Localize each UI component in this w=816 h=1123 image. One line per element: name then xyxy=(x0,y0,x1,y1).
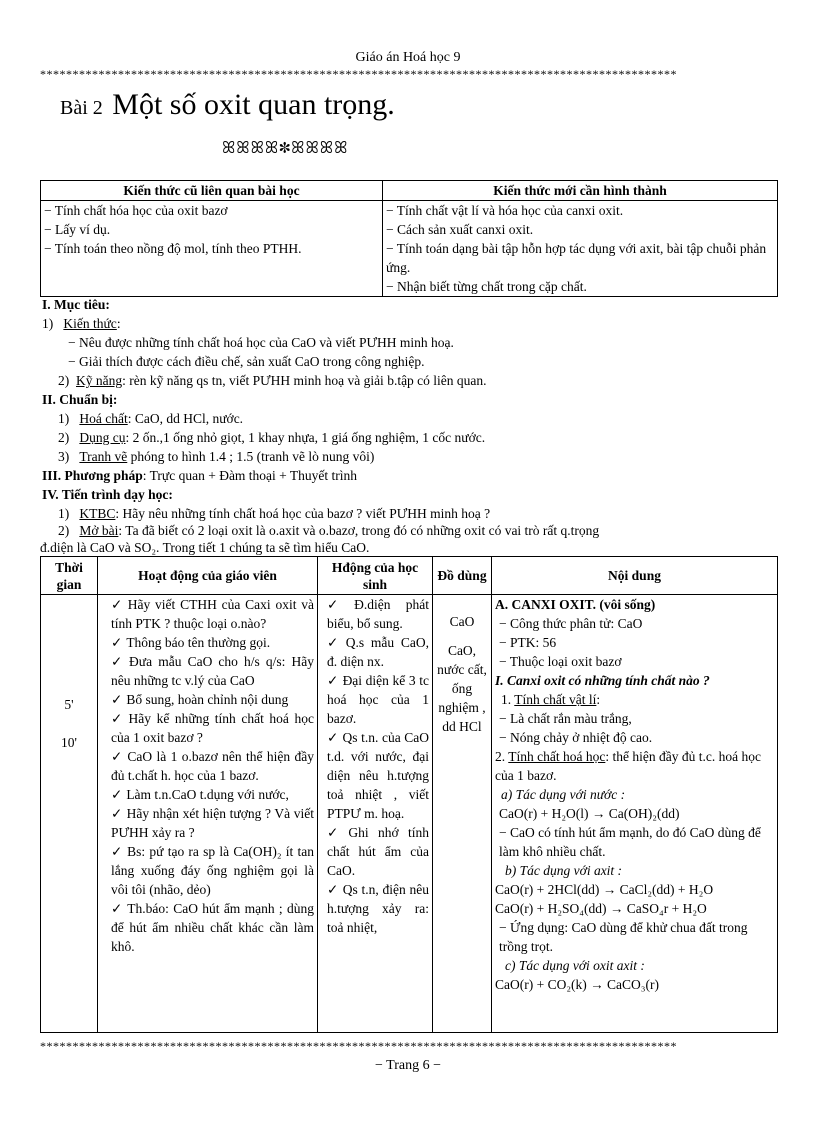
col-content: Nội dung xyxy=(492,557,778,595)
content-cell xyxy=(492,595,778,1033)
student-activity: Qs t.n, điện nêu h.tượng xảy ra: toả nhiệt, xyxy=(327,882,429,935)
old-item: − Tính chất hóa học của oxit bazơ xyxy=(44,203,228,218)
materials-cell xyxy=(433,595,492,1033)
new-item: − Tính chất vật lí và hóa học của canxi oxit. xyxy=(386,203,624,218)
time-value: 10' xyxy=(61,735,77,750)
check-icon: ✓ xyxy=(111,749,124,764)
header-divider: ************************************************************************************************** xyxy=(40,68,677,80)
prep-pictures: 3) Tranh vẽ phóng to hình 1.4 ; 1.5 (tranh vẽ lò nung vôi) xyxy=(58,449,375,464)
ornament-divider: ꕤꕤꕤꕤ✽ꕤꕤꕤꕤ xyxy=(222,140,349,157)
old-item: − Tính toán theo nồng độ mol, tính theo PTHH. xyxy=(44,241,302,256)
check-icon: ✓ xyxy=(111,901,124,916)
old-knowledge-cell xyxy=(41,201,383,297)
content-subtitle: b) Tác dụng với axit : xyxy=(505,863,623,878)
teacher-activity: Thông báo tên thường gọi. xyxy=(126,635,271,650)
check-icon: ✓ xyxy=(327,882,339,897)
check-icon: ✓ xyxy=(111,654,126,669)
objective-skills: 2) Kỹ năng: rèn kỹ năng qs tn, viết PƯHH minh hoạ và giải b.tập có liên quan. xyxy=(58,373,487,388)
student-activity: Q.s mẫu CaO, đ. diện nx. xyxy=(327,635,430,669)
prep-tools: 2) Dụng cụ: 2 ốn.,1 ống nhỏ giọt, 1 khay nhựa, 1 giá ống nghiệm, 1 cốc nước. xyxy=(58,430,486,445)
col-time: Thời gian xyxy=(41,557,98,595)
student-activity: Qs t.n. của CaO t.d. với nước, đại diện nêu h.tượng toả nhiệt , viết PTPƯ m. hoạ. xyxy=(327,730,430,821)
check-icon: ✓ xyxy=(327,597,351,612)
student-activity: Ghi nhớ tính chất hút ẩm của CaO. xyxy=(327,825,429,878)
check-icon: ✓ xyxy=(111,806,123,821)
col-teacher: Hoạt động của giáo viên xyxy=(98,557,318,595)
check-icon: ✓ xyxy=(327,730,339,745)
teacher-activity: Làm t.n.CaO t.dụng với nước, xyxy=(126,787,289,802)
content-line: − Thuộc loại oxit bazơ xyxy=(499,654,622,669)
section-method: III. Phương pháp: Trực quan + Đàm thoại + Thuyết trình xyxy=(42,468,358,483)
content-note: − Ứng dụng: CaO dùng để khử chua đất trong trồng trọt. xyxy=(499,920,748,954)
content-note: − CaO có tính hút ẩm mạnh, do đó CaO dùng để làm khô nhiều chất. xyxy=(499,825,761,859)
col-materials: Đồ dùng xyxy=(433,557,492,595)
objective-knowledge-a: − Nêu được những tính chất hoá học của CaO và viết PƯHH minh hoạ. xyxy=(68,335,454,350)
teacher-activity: Th.báo: CaO hút ẩm mạnh ; dùng để hút ẩm nhiều chất khác cần làm khô. xyxy=(111,901,315,954)
content-line: − Là chất rắn màu trắng, xyxy=(499,711,632,726)
lesson-title: Một số oxit quan trọng. xyxy=(112,88,395,121)
material-item: CaO xyxy=(449,614,475,629)
content-physical-title: 1. Tính chất vật lí: xyxy=(501,692,601,707)
teacher-activity: CaO là 1 o.bazơ nên thể hiện đầy đủ t.chất h. học của 1 bazơ. xyxy=(111,749,314,783)
teacher-activity: Hãy nhận xét hiện tượng ? Và viết PƯHH xảy ra ? xyxy=(111,806,314,840)
teacher-activity: Bs: pứ tạo ra sp là Ca(OH)₂ ít tan lắng xuống đáy ống nghiệm gọi là vôi tôi (nhão, dẻo) xyxy=(111,844,314,897)
check-icon: ✓ xyxy=(111,711,125,726)
section-preparation: II. Chuẩn bị: xyxy=(42,392,118,407)
content-chemical-title: 2. Tính chất hoá học: thể hiện đầy đủ t.c. hoá học của 1 bazơ. xyxy=(495,749,761,783)
new-item: − Nhận biết từng chất trong cặp chất. xyxy=(386,279,587,294)
objective-knowledge: 1) Kiến thức: xyxy=(42,316,121,331)
old-item: − Lấy ví dụ. xyxy=(44,222,111,237)
check-icon: ✓ xyxy=(111,635,123,650)
new-item: − Tính toán dạng bài tập hỗn hợp tác dụng với axit, bài tập chuỗi phản ứng. xyxy=(386,241,767,275)
check-icon: ✓ xyxy=(327,825,345,840)
equation: CaO(r) + H₂SO₄(dd) → CaSO₄r + H₂O xyxy=(495,901,707,916)
student-activity: Đ.diện phát biểu, bổ sung. xyxy=(327,597,429,631)
section-objectives: I. Mục tiêu: xyxy=(42,297,110,312)
teacher-activity: Hãy viết CTHH của Caxi oxit và tính PTK ? thuộc loại o.nào? xyxy=(111,597,315,631)
process-review: 1) KTBC: Hãy nêu những tính chất hoá học của bazơ ? viết PƯHH minh hoạ ? xyxy=(58,506,491,521)
section-process: IV. Tiến trình dạy học: xyxy=(42,487,173,502)
page-number: − Trang 6 − xyxy=(375,1058,441,1073)
col-student: Hđộng của học sinh xyxy=(318,557,433,595)
check-icon: ✓ xyxy=(111,692,123,707)
teacher-activity: Hãy kể những tính chất hoá học của 1 oxit bazơ ? xyxy=(111,711,314,745)
check-icon: ✓ xyxy=(111,844,124,859)
content-section-title: A. CANXI OXIT. (vôi sống) xyxy=(495,597,656,612)
new-knowledge-cell xyxy=(383,201,778,297)
check-icon: ✓ xyxy=(111,597,124,612)
content-subtitle: a) Tác dụng với nước : xyxy=(501,787,626,802)
content-subtitle: c) Tác dụng với oxit axit : xyxy=(505,958,645,973)
knowledge-table xyxy=(40,180,778,297)
teacher-activity: Đưa mẫu CaO cho h/s q/s: Hãy nêu những tc v.lý của CaO xyxy=(111,654,314,688)
equation: CaO(r) + H₂O(l) → Ca(OH)₂(dd) xyxy=(499,806,680,821)
student-activity: Đại diện kể 3 tc hoá học của 1 bazơ. xyxy=(327,673,429,726)
content-question: I. Canxi oxit có những tính chất nào ? xyxy=(495,673,710,688)
new-item: − Cách sản xuất canxi oxit. xyxy=(386,222,534,237)
page-header: Giáo án Hoá học 9 xyxy=(355,50,461,65)
equation: CaO(r) + CO₂(k) → CaCO₃(r) xyxy=(495,977,659,992)
lesson-title-block xyxy=(60,88,395,122)
footer-divider: ************************************************************************************************** xyxy=(40,1040,677,1052)
content-line: − PTK: 56 xyxy=(499,635,557,650)
lesson-plan-table xyxy=(40,556,778,1033)
process-intro: 2) Mở bài: Ta đã biết có 2 loại oxit là o.axit và o.bazơ, trong đó có những oxit có vai trò rất q.trọng xyxy=(58,523,600,538)
student-cell xyxy=(318,595,433,1033)
process-intro-cont: đ.diện là CaO và SO₂. Trong tiết 1 chúng ta sẽ tìm hiểu CaO. xyxy=(40,540,370,555)
equation: CaO(r) + 2HCl(dd) → CaCl₂(dd) + H₂O xyxy=(495,882,714,897)
check-icon: ✓ xyxy=(327,673,339,688)
check-icon: ✓ xyxy=(327,635,342,650)
teacher-activity: Bổ sung, hoàn chỉnh nội dung xyxy=(126,692,289,707)
time-cell xyxy=(41,595,98,1033)
time-value: 5' xyxy=(64,697,74,712)
teacher-cell xyxy=(98,595,318,1033)
prep-chemicals: 1) Hoá chất: CaO, dd HCl, nước. xyxy=(58,411,244,426)
objective-knowledge-b: − Giải thích được cách điều chế, sản xuất CaO trong công nghiệp. xyxy=(68,354,425,369)
content-line: − Công thức phân tử: CaO xyxy=(499,616,643,631)
check-icon: ✓ xyxy=(111,787,123,802)
old-knowledge-header: Kiến thức cũ liên quan bài học xyxy=(41,181,383,201)
content-line: − Nóng chảy ở nhiệt độ cao. xyxy=(499,730,653,745)
material-item: CaO, nước cất, ống nghiệm , dd HCl xyxy=(437,643,487,734)
new-knowledge-header: Kiến thức mới cần hình thành xyxy=(383,181,778,201)
lesson-number: Bài 2 xyxy=(60,97,103,119)
